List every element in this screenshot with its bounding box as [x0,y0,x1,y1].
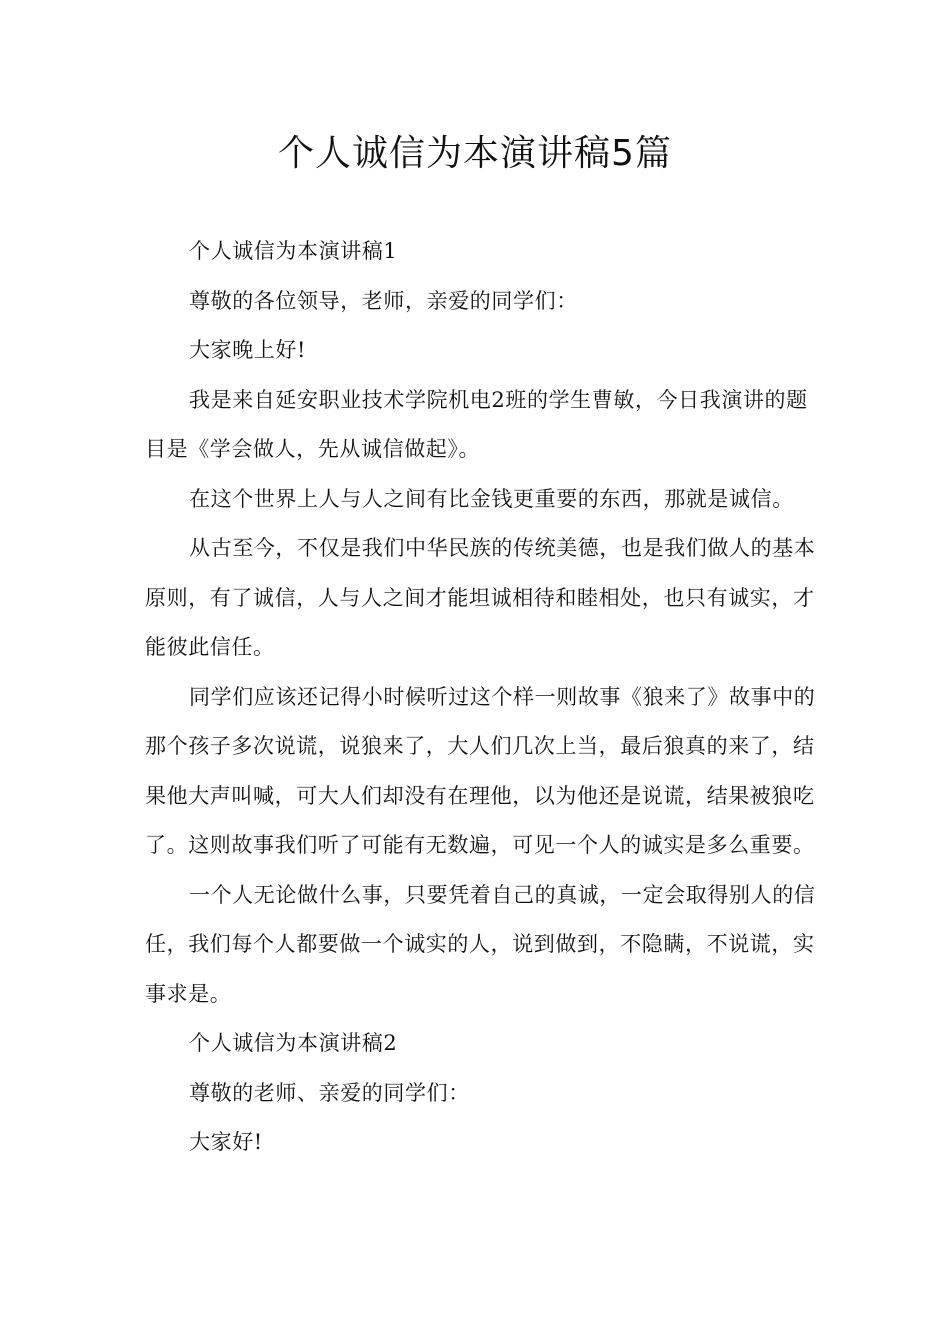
paragraph: 尊敬的老师、亲爱的同学们： [189,1080,470,1105]
paragraph: 个人诚信为本演讲稿2 [189,1031,398,1055]
paragraph: 尊敬的各位领导，老师，亲爱的同学们： [189,288,578,313]
paragraph: 从古至今，不仅是我们中华民族的传统美德，也是我们做人的基本原则，有了诚信，人与人之间才能坦诚相待和睦相处，也只有诚实，才能彼此信任。 [145,536,816,659]
paragraph: 我是来自延安职业技术学院机电2班的学生曹敏，今日我演讲的题目是《学会做人，先从诚信做起》。 [145,387,808,461]
paragraph: 同学们应该还记得小时候听过这个样一则故事《狼来了》故事中的那个孩子多次说谎，说狼来了，大人们几次上当，最后狼真的来了，结果他大声叫喊，可大人们却没有在理他，以为他还是说谎，结果被狼吃了。这则故事我们听了可能有无数遍，可见一个人的诚实是多么重要。 [145,684,816,857]
document-body [145,227,820,1168]
paragraph: 个人诚信为本演讲稿1 [189,239,398,263]
paragraph: 大家好! [189,1130,263,1154]
paragraph: 在这个世界上人与人之间有比金钱更重要的东西，那就是诚信。 [189,486,794,511]
paragraph: 一个人无论做什么事，只要凭着自己的真诚，一定会取得别人的信任，我们每个人都要做一个诚实的人，说到做到，不隐瞒，不说谎，实事求是。 [145,882,816,1006]
paragraph: 大家晚上好! [189,338,307,362]
document-title: 个人诚信为本演讲稿5篇 [278,133,672,174]
